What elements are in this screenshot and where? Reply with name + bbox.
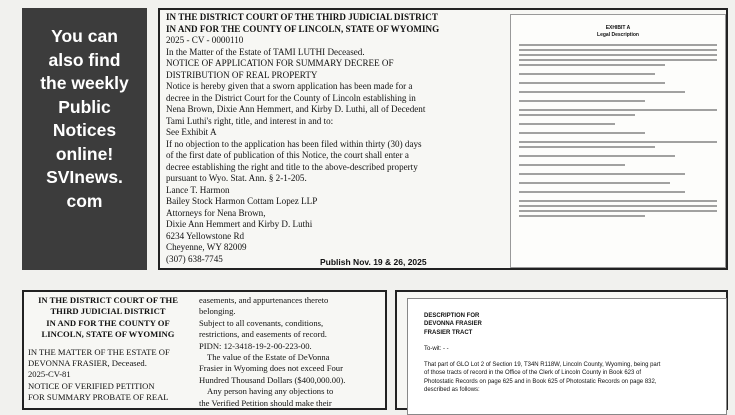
promo-box (22, 8, 147, 270)
text-line: Photostatic Records on page 625 and in Book 625 of Photostatic Records on page 832, (424, 378, 657, 385)
text-line: described as follows: (424, 387, 480, 394)
text-line: easements, and appurtenances thereto (199, 295, 329, 305)
exhibit-text-line (519, 146, 655, 148)
exhibit-text-line (519, 109, 717, 111)
exhibit-text-line (519, 182, 670, 184)
text-line: Frasier in Wyoming does not exceed Four (199, 363, 343, 374)
text-line: Hundred Thousand Dollars ($400,000.00). (199, 374, 346, 385)
exhibit-text-line (519, 123, 615, 125)
exhibit-title: EXHIBIT A (605, 25, 631, 31)
address-line: Cheyenne, WY 82009 (166, 242, 247, 252)
text-line: Subject to all covenants, conditions, (199, 317, 324, 328)
court-heading: THIRD JUDICIAL DISTRICT (50, 306, 166, 317)
text-line: DEVONNA FRASIER, Deceased. (28, 358, 147, 369)
signature-line: Attorneys for Nena Brown, (166, 207, 266, 218)
signature-line: Bailey Stock Harmon Cottam Lopez LLP (166, 196, 318, 206)
promo-line: Notices (52, 120, 117, 140)
court-heading: IN AND FOR THE COUNTY OF (46, 317, 170, 328)
exhibit-subtitle: Legal Description (597, 31, 639, 38)
publish-dates: Publish Nov. 19 & 26, 2025 (320, 257, 427, 267)
case-number: 2025-CV-81 (28, 369, 71, 380)
signature-line: Dixie Ann Hemmert and Kirby D. Luthi (166, 219, 313, 229)
court-heading: IN AND FOR THE COUNTY OF LINCOLN, STATE OF WYOMING (166, 23, 440, 34)
exhibit-a-image (510, 14, 726, 268)
spacer (424, 337, 719, 345)
notice-title: NOTICE OF APPLICATION FOR SUMMARY DECREE OF (166, 58, 394, 68)
text-line: the Verified Petition should make their (199, 397, 332, 408)
text-line: Any person having any objections to (207, 386, 334, 397)
exhibit-text-line (519, 191, 685, 193)
exhibit-text-line (519, 91, 685, 93)
exhibit-text-line (519, 73, 655, 75)
court-heading: LINCOLN, STATE OF WYOMING (41, 329, 175, 340)
text-line: decree in the District Court for the County of Lincoln establishing in (166, 92, 416, 103)
exhibit-text-line (519, 210, 717, 212)
promo-link-line[interactable]: SVInews. (46, 167, 123, 187)
text-line: See Exhibit A (166, 127, 217, 137)
notice-frasier-estate (22, 290, 387, 410)
exhibit-text-line (519, 155, 675, 157)
description-heading: FRASIER TRACT (424, 329, 473, 336)
text-line: PIDN: 12-3418-19-2-00-223-00. (199, 340, 312, 351)
exhibit-text-line (519, 100, 645, 102)
text-line: Tami Luthi's right, title, and interest in and to: (166, 115, 334, 126)
exhibit-text-line (519, 173, 685, 175)
phone-line: (307) 638-7745 (166, 253, 223, 264)
notice-title: FOR SUMMARY PROBATE OF REAL (28, 392, 169, 403)
exhibit-text-line (519, 215, 645, 217)
exhibit-text-line (519, 82, 665, 84)
exhibit-text-line (519, 200, 717, 202)
case-number: 2025 - CV - 0000110 (166, 35, 244, 45)
text-line: of those tracts of record in the Office of the Clerk of Lincoln County in Book 623 of (424, 370, 642, 377)
exhibit-text-line (519, 54, 717, 56)
exhibit-text-line (519, 44, 717, 46)
promo-line: also find (48, 49, 121, 70)
text-line: To-wit: - - (424, 345, 449, 352)
text-line: Nena Brown, Dixie Ann Hemmert, and Kirby D. Luthi, all of Decedent (166, 104, 426, 114)
exhibit-text-line (519, 164, 625, 166)
exhibit-text-line (519, 49, 717, 51)
text-line: decree establishing the right and title to the above-described property (166, 161, 418, 172)
text-line: The value of the Estate of DeVonna (207, 352, 330, 363)
text-line: of the first date of publication of this Notice, the court shall enter a (166, 150, 409, 160)
text-line: Notice is hereby given that a sworn application has been made for a (166, 81, 413, 91)
notice-frasier-column-1 (28, 295, 188, 404)
exhibit-text-line (519, 59, 717, 61)
exhibit-text-line (519, 132, 645, 134)
promo-link-line[interactable]: com (66, 190, 103, 211)
text-line: If no objection to the application has been filed within thirty (30) days (166, 138, 422, 149)
text-line: IN THE MATTER OF THE ESTATE OF (28, 346, 170, 357)
description-heading: DEVONNA FRASIER (424, 321, 482, 328)
exhibit-text-line (519, 141, 717, 143)
description-heading: DESCRIPTION FOR (424, 313, 480, 319)
promo-line: You can (51, 26, 118, 46)
text-line: That part of GLO Lot 2 of Section 19, T34N R118W, Lincoln County, Wyoming, being part (424, 362, 661, 369)
notice-frasier-column-2 (199, 295, 385, 409)
text-line: In the Matter of the Estate of TAMI LUTHI Deceased. (166, 46, 365, 57)
notice-frasier-description (395, 290, 728, 410)
court-heading: IN THE DISTRICT COURT OF THE THIRD JUDICIAL DISTRICT (166, 12, 438, 22)
spacer (424, 353, 719, 361)
notice-title: DISTRIBUTION OF REAL PROPERTY (166, 69, 318, 80)
notice-luthi-text (166, 12, 504, 265)
exhibit-text-line (519, 64, 665, 66)
text-line: restrictions, and easements of record. (199, 329, 327, 340)
promo-line: the weekly (40, 73, 129, 93)
address-line: 6234 Yellowstone Rd (166, 230, 245, 241)
description-text (424, 312, 719, 394)
exhibit-text-line (519, 205, 717, 207)
promo-line: online! (55, 143, 114, 164)
text-line: belonging. (199, 306, 236, 317)
signature-line: Lance T. Harmon (166, 184, 230, 195)
promo-line: Public (58, 96, 111, 117)
notice-luthi-estate (158, 8, 728, 270)
text-line: pursuant to Wyo. Stat. Ann. § 2-1-205. (166, 173, 307, 183)
exhibit-text-line (519, 114, 635, 116)
notice-title: NOTICE OF VERIFIED PETITION (28, 380, 155, 391)
court-heading: IN THE DISTRICT COURT OF THE (38, 295, 178, 305)
description-document-image (407, 298, 727, 415)
